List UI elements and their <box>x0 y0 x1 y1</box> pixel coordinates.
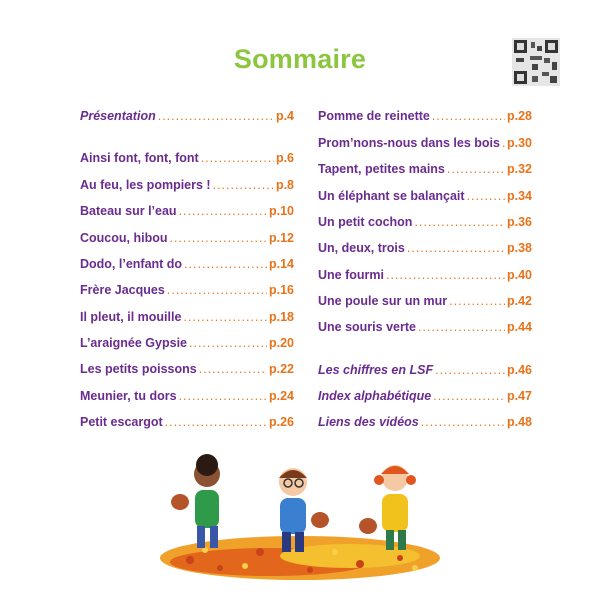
toc-entry-page: p.18 <box>268 310 294 324</box>
toc-entry[interactable] <box>318 413 532 431</box>
toc-entry[interactable] <box>80 176 294 194</box>
toc-entry-page: p.14 <box>268 257 294 271</box>
toc-entry[interactable] <box>318 160 532 178</box>
dot-leader <box>213 176 274 194</box>
dot-leader <box>414 213 505 231</box>
toc-entry-title: Tapent, petites mains <box>318 162 445 176</box>
dot-leader <box>433 387 505 405</box>
toc-entry-title: Un petit cochon <box>318 215 413 229</box>
dot-leader <box>158 107 274 125</box>
toc-entry-title: Il pleut, il mouille <box>80 310 182 324</box>
toc-entry-title: Ainsi font, font, font <box>80 151 199 165</box>
page-title: Sommaire <box>233 44 367 74</box>
toc-entry-page: p.16 <box>268 283 294 297</box>
toc-entry-title: Frère Jacques <box>80 283 165 297</box>
dot-leader <box>447 160 505 178</box>
toc-entry[interactable] <box>80 149 294 167</box>
dot-leader <box>467 187 505 205</box>
dot-leader <box>432 107 505 125</box>
toc-entry-title: Au feu, les pompiers ! <box>80 178 211 192</box>
toc-entry-page: p.32 <box>506 162 532 176</box>
toc-entry-title: Une poule sur un mur <box>318 294 448 308</box>
toc-entry[interactable] <box>318 387 532 405</box>
dot-leader <box>435 361 505 379</box>
toc-entry-title: L’araignée Gypsie <box>80 336 187 350</box>
toc-entry-title: Une fourmi <box>318 268 384 282</box>
toc-entry[interactable] <box>80 308 294 326</box>
dot-leader <box>449 292 505 310</box>
toc-entry-title: Présentation <box>80 109 156 123</box>
toc-entry-title: Coucou, hibou <box>80 231 168 245</box>
dot-leader <box>165 413 267 431</box>
toc-entry-title: Liens des vidéos <box>318 415 419 429</box>
toc-entry-page: p.6 <box>275 151 294 165</box>
toc-entry-title: Les petits poissons <box>80 362 197 376</box>
toc-entry-title: Bateau sur l’eau <box>80 204 177 218</box>
dot-leader <box>199 360 267 378</box>
toc-entry-page: p.42 <box>506 294 532 308</box>
toc-entry-title: Index alphabétique <box>318 389 432 403</box>
dot-leader <box>189 334 267 352</box>
toc-entry-page: p.44 <box>506 320 532 334</box>
toc-entry-title: Un éléphant se balançait <box>318 189 465 203</box>
toc-entry[interactable] <box>318 292 532 310</box>
toc-entry[interactable] <box>80 107 294 125</box>
toc-entry[interactable] <box>80 202 294 220</box>
toc-entry-title: Dodo, l’enfant do <box>80 257 183 271</box>
toc-entry-page: p.8 <box>275 178 294 192</box>
toc-entry[interactable] <box>80 360 294 378</box>
dot-leader <box>183 308 267 326</box>
children-autumn-leaves-illustration <box>150 440 450 590</box>
toc-entry-page: p.20 <box>268 336 294 350</box>
toc-entry-page: p.46 <box>506 363 532 377</box>
toc-entry-title: Les chiffres en LSF <box>318 363 434 377</box>
toc-entry[interactable] <box>80 413 294 431</box>
toc-entry[interactable] <box>318 266 532 284</box>
dot-leader <box>179 202 267 220</box>
toc-entry-page: p.22 <box>268 362 294 376</box>
toc-entry[interactable] <box>318 361 532 379</box>
toc-entry-title: Une souris verte <box>318 320 416 334</box>
dot-leader <box>169 229 267 247</box>
qr-code-icon <box>512 38 560 86</box>
dot-leader <box>201 149 274 167</box>
dot-leader <box>421 413 505 431</box>
toc-entry[interactable] <box>80 334 294 352</box>
toc-entry[interactable] <box>80 281 294 299</box>
dot-leader <box>167 281 267 299</box>
toc-entry-page: p.34 <box>506 189 532 203</box>
toc-entry[interactable] <box>80 255 294 273</box>
toc-entry-page: p.30 <box>506 136 532 150</box>
toc-entry-page: p.24 <box>268 389 294 403</box>
dot-leader <box>407 239 505 257</box>
toc-entry-page: p.28 <box>506 109 532 123</box>
toc-entry[interactable] <box>80 229 294 247</box>
dot-leader <box>386 266 505 284</box>
toc-entry-page: p.36 <box>506 215 532 229</box>
dot-leader <box>184 255 267 273</box>
toc-entry[interactable] <box>80 387 294 405</box>
toc-entry[interactable] <box>318 213 532 231</box>
toc-entry-page: p.38 <box>506 241 532 255</box>
toc-entry-page: p.4 <box>275 109 294 123</box>
toc-entry-title: Pomme de reinette <box>318 109 430 123</box>
toc-entry-title: Un, deux, trois <box>318 241 405 255</box>
toc-entry[interactable] <box>318 107 532 125</box>
toc-entry-page: p.47 <box>506 389 532 403</box>
toc-entry[interactable] <box>318 239 532 257</box>
toc-entry-page: p.12 <box>268 231 294 245</box>
toc-entry-page: p.48 <box>506 415 532 429</box>
dot-leader <box>179 387 267 405</box>
toc-entry[interactable] <box>318 187 532 205</box>
dot-leader <box>418 318 505 336</box>
dot-leader <box>502 134 505 152</box>
toc-entry-page: p.40 <box>506 268 532 282</box>
toc-entry-page: p.10 <box>268 204 294 218</box>
toc-entry-title: Petit escargot <box>80 415 163 429</box>
toc-entry[interactable] <box>318 134 532 152</box>
toc-entry-title: Prom’nons-nous dans les bois <box>318 136 500 150</box>
toc-entry-page: p.26 <box>268 415 294 429</box>
toc-entry[interactable] <box>318 318 532 336</box>
toc-entry-title: Meunier, tu dors <box>80 389 177 403</box>
